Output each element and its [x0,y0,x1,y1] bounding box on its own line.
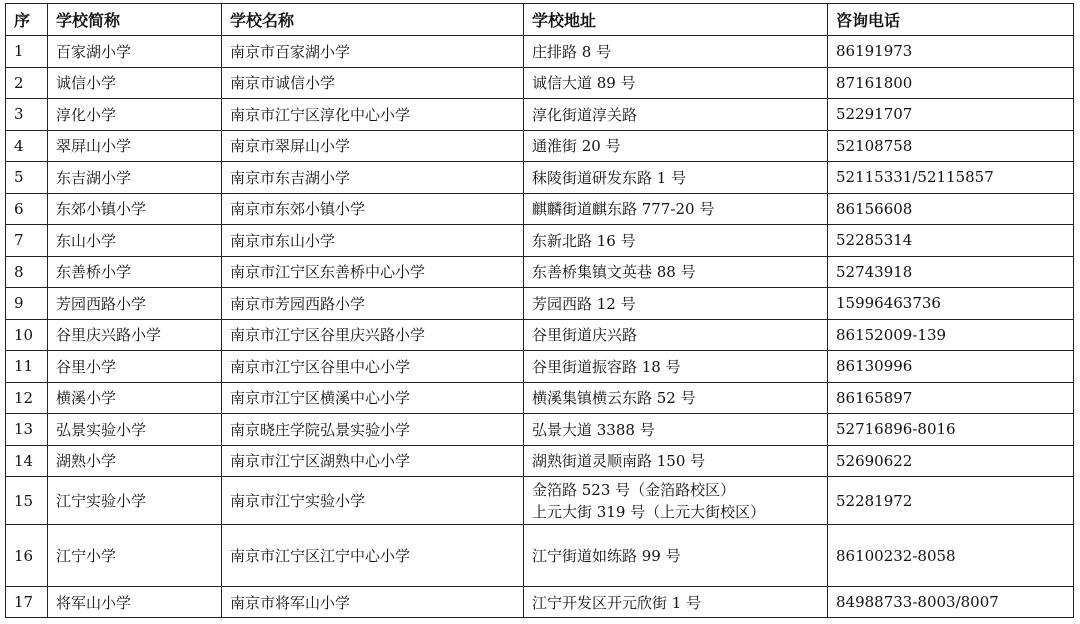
cell-phone: 86152009-139 [828,319,1074,351]
cell-address: 淳化街道淳关路 [524,99,828,131]
cell-no: 1 [6,36,48,68]
cell-phone: 52716896-8016 [828,414,1074,446]
cell-full-name: 南京晓庄学院弘景实验小学 [222,414,524,446]
cell-short-name: 诚信小学 [48,67,222,99]
cell-no: 8 [6,256,48,288]
cell-phone: 52281972 [828,477,1074,525]
cell-no: 7 [6,225,48,257]
cell-full-name: 南京市翠屏山小学 [222,130,524,162]
table-row [6,225,1074,257]
table-row [6,351,1074,383]
table-header-row [6,4,1074,36]
header-short-name: 学校简称 [48,4,222,36]
cell-no: 9 [6,288,48,320]
cell-address: 通淮街 20 号 [524,130,828,162]
table-row [6,36,1074,68]
cell-address: 东新北路 16 号 [524,225,828,257]
table-row [6,477,1074,525]
cell-phone: 52108758 [828,130,1074,162]
address-line-2: 上元大街 319 号（上元大街校区） [532,502,766,521]
cell-full-name: 南京市江宁实验小学 [222,477,524,525]
header-full-name: 学校名称 [222,4,524,36]
cell-no: 17 [6,587,48,618]
cell-no: 10 [6,319,48,351]
cell-phone: 87161800 [828,67,1074,99]
school-table-container [5,3,1074,618]
table-row [6,525,1074,587]
cell-full-name: 南京市东郊小镇小学 [222,193,524,225]
table-row [6,130,1074,162]
cell-short-name: 谷里小学 [48,351,222,383]
cell-full-name: 南京市江宁区横溪中心小学 [222,382,524,414]
cell-no: 3 [6,99,48,131]
cell-address: 横溪集镇横云东路 52 号 [524,382,828,414]
cell-address: 芳园西路 12 号 [524,288,828,320]
cell-no: 13 [6,414,48,446]
cell-address: 东善桥集镇文英巷 88 号 [524,256,828,288]
cell-full-name: 南京市江宁区谷里中心小学 [222,351,524,383]
cell-phone: 52690622 [828,445,1074,477]
table-row [6,162,1074,194]
cell-no: 6 [6,193,48,225]
table-row [6,445,1074,477]
table-row [6,99,1074,131]
cell-no: 14 [6,445,48,477]
cell-short-name: 东山小学 [48,225,222,257]
cell-short-name: 芳园西路小学 [48,288,222,320]
cell-full-name: 南京市诚信小学 [222,67,524,99]
table-row [6,382,1074,414]
cell-address: 秣陵街道研发东路 1 号 [524,162,828,194]
cell-no: 15 [6,477,48,525]
cell-address: 庄排路 8 号 [524,36,828,68]
cell-address: 诚信大道 89 号 [524,67,828,99]
header-no: 序 [6,4,48,36]
cell-short-name: 翠屏山小学 [48,130,222,162]
table-row [6,256,1074,288]
cell-full-name: 南京市江宁区谷里庆兴路小学 [222,319,524,351]
cell-full-name: 南京市东山小学 [222,225,524,257]
cell-full-name: 南京市江宁区江宁中心小学 [222,525,524,587]
cell-phone: 52291707 [828,99,1074,131]
cell-phone: 86156608 [828,193,1074,225]
table-row [6,193,1074,225]
cell-no: 16 [6,525,48,587]
table-row [6,414,1074,446]
cell-phone: 86191973 [828,36,1074,68]
cell-short-name: 横溪小学 [48,382,222,414]
school-table [5,3,1074,618]
cell-full-name: 南京市江宁区东善桥中心小学 [222,256,524,288]
cell-address: 弘景大道 3388 号 [524,414,828,446]
cell-short-name: 江宁实验小学 [48,477,222,525]
cell-no: 2 [6,67,48,99]
cell-short-name: 谷里庆兴路小学 [48,319,222,351]
cell-short-name: 东郊小镇小学 [48,193,222,225]
cell-phone: 86165897 [828,382,1074,414]
cell-short-name: 将军山小学 [48,587,222,618]
header-phone: 咨询电话 [828,4,1074,36]
cell-address: 江宁开发区开元欣街 1 号 [524,587,828,618]
cell-full-name: 南京市百家湖小学 [222,36,524,68]
cell-phone: 84988733-8003/8007 [828,587,1074,618]
cell-short-name: 弘景实验小学 [48,414,222,446]
cell-short-name: 湖熟小学 [48,445,222,477]
cell-short-name: 百家湖小学 [48,36,222,68]
cell-address: 湖熟街道灵顺南路 150 号 [524,445,828,477]
table-row [6,288,1074,320]
cell-address: 谷里街道振容路 18 号 [524,351,828,383]
cell-short-name: 东吉湖小学 [48,162,222,194]
cell-no: 5 [6,162,48,194]
cell-phone: 52743918 [828,256,1074,288]
cell-address: 谷里街道庆兴路 [524,319,828,351]
cell-no: 11 [6,351,48,383]
cell-phone: 52285314 [828,225,1074,257]
cell-phone: 15996463736 [828,288,1074,320]
cell-full-name: 南京市江宁区淳化中心小学 [222,99,524,131]
cell-short-name: 江宁小学 [48,525,222,587]
cell-full-name: 南京市将军山小学 [222,587,524,618]
cell-address: 麒麟街道麒东路 777-20 号 [524,193,828,225]
table-row [6,319,1074,351]
cell-no: 12 [6,382,48,414]
address-line-1: 金箔路 523 号（金箔路校区） [532,480,736,499]
cell-phone: 52115331/52115857 [828,162,1074,194]
header-address: 学校地址 [524,4,828,36]
cell-short-name: 东善桥小学 [48,256,222,288]
cell-address [524,477,828,525]
cell-no: 4 [6,130,48,162]
table-row [6,587,1074,618]
cell-full-name: 南京市芳园西路小学 [222,288,524,320]
cell-full-name: 南京市江宁区湖熟中心小学 [222,445,524,477]
cell-phone: 86100232-8058 [828,525,1074,587]
cell-full-name: 南京市东吉湖小学 [222,162,524,194]
cell-address: 江宁街道如练路 99 号 [524,525,828,587]
cell-short-name: 淳化小学 [48,99,222,131]
cell-phone: 86130996 [828,351,1074,383]
table-row [6,67,1074,99]
